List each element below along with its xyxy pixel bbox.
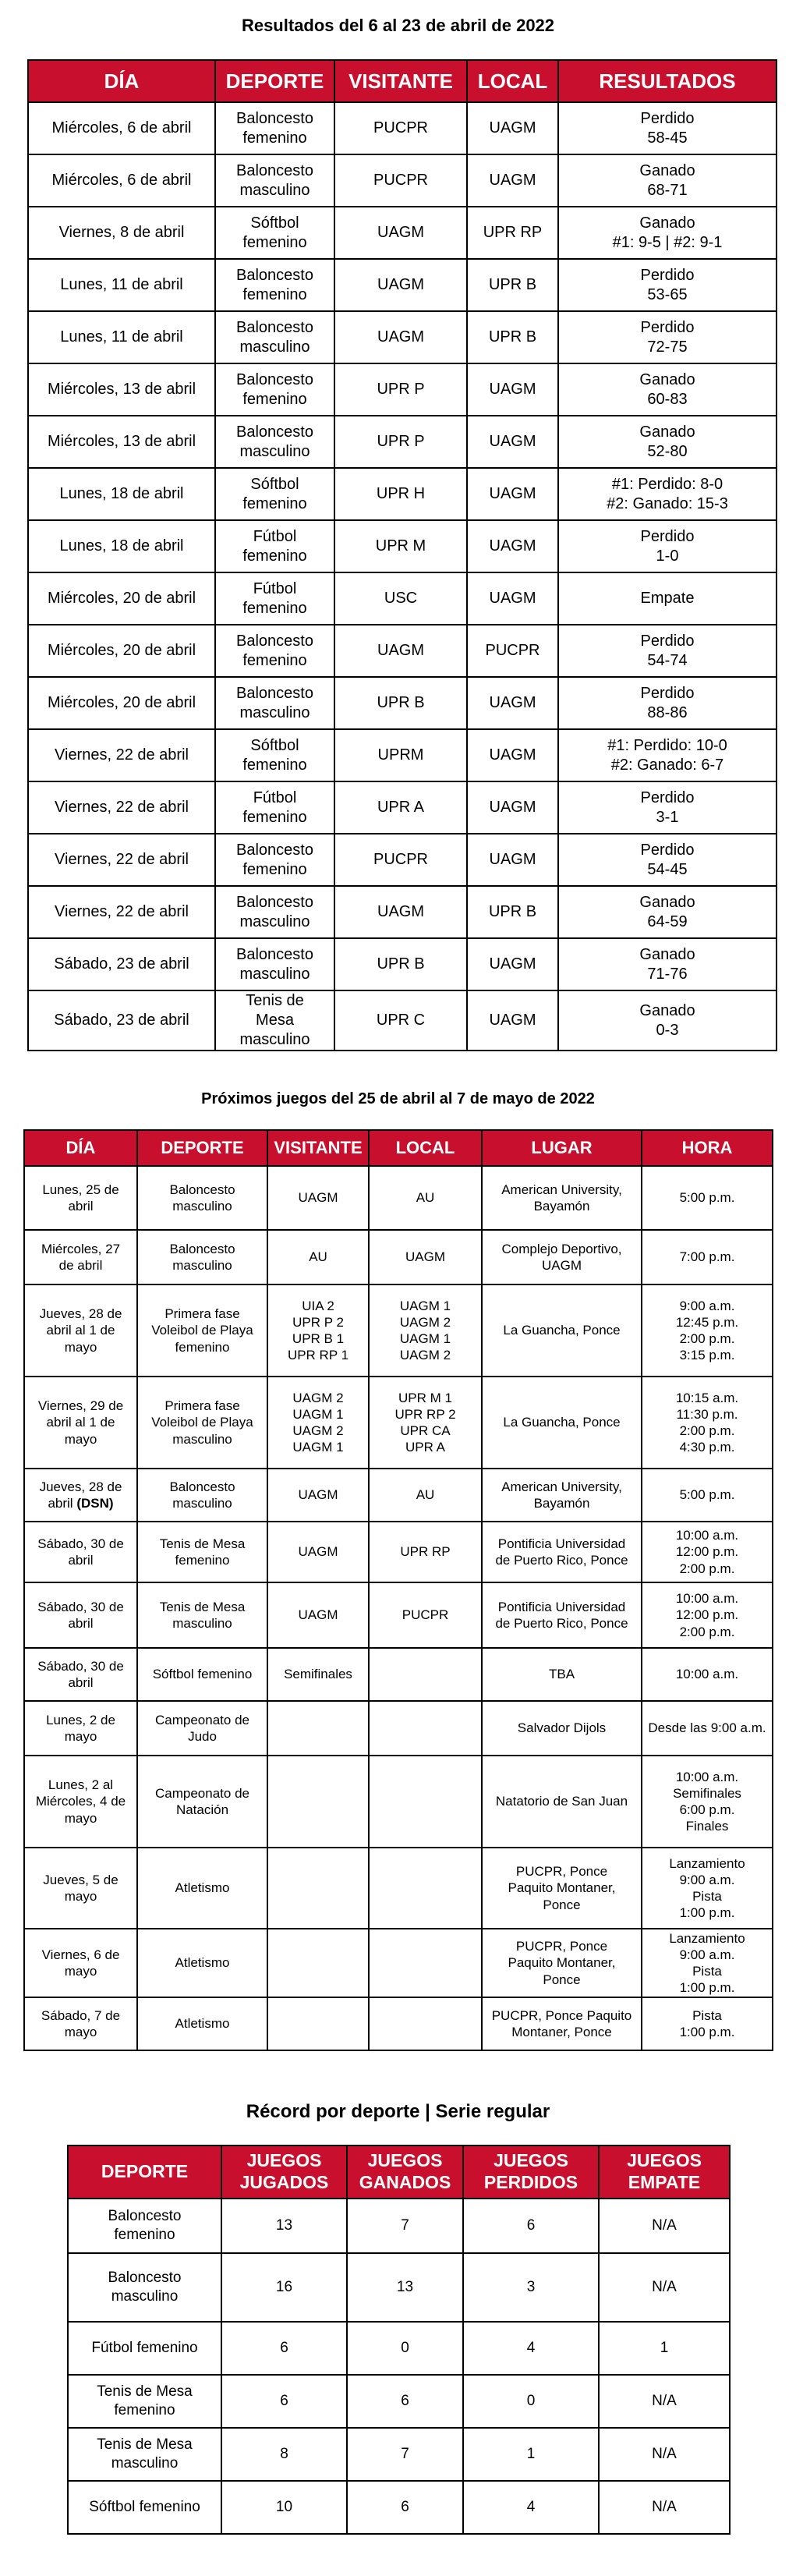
table-row xyxy=(28,938,777,990)
upcoming-cell-hora: 10:00 a.m. 12:00 p.m. 2:00 p.m. xyxy=(642,1582,773,1648)
results-cell-dia: Miércoles, 20 de abril xyxy=(28,572,215,625)
upcoming-cell-lugar: Complejo Deportivo, UAGM xyxy=(482,1230,642,1284)
upcoming-cell-visitante xyxy=(267,1756,369,1848)
results-cell-resultados: Ganado #1: 9-5 | #2: 9-1 xyxy=(558,207,777,259)
results-cell-deporte: Tenis de Mesa masculino xyxy=(215,990,334,1051)
upcoming-cell-local xyxy=(369,1756,482,1848)
table-row xyxy=(24,1469,773,1522)
upcoming-cell-dia: Viernes, 29 de abril al 1 de mayo xyxy=(24,1377,137,1469)
table-row xyxy=(28,154,777,207)
upcoming-cell-dia: Miércoles, 27 de abril xyxy=(24,1230,137,1284)
results-cell-deporte: Baloncesto femenino xyxy=(215,625,334,677)
upcoming-cell-local xyxy=(369,1848,482,1929)
upcoming-cell-deporte: Baloncesto masculino xyxy=(137,1166,267,1230)
results-cell-deporte: Sóftbol femenino xyxy=(215,729,334,781)
table-row xyxy=(24,1997,773,2050)
results-cell-resultados: Perdido 3-1 xyxy=(558,781,777,834)
upcoming-cell-local: UAGM xyxy=(369,1230,482,1284)
upcoming-cell-dia: Lunes, 25 de abril xyxy=(24,1166,137,1230)
results-cell-dia: Miércoles, 20 de abril xyxy=(28,625,215,677)
results-cell-visitante: UAGM xyxy=(334,311,467,363)
results-cell-dia: Sábado, 23 de abril xyxy=(28,990,215,1051)
upcoming-cell-dia: Sábado, 30 de abril xyxy=(24,1648,137,1701)
table-row xyxy=(68,2428,730,2481)
upcoming-cell-dia: Viernes, 6 de mayo xyxy=(24,1929,137,1997)
results-cell-deporte: Fútbol femenino xyxy=(215,781,334,834)
table-row xyxy=(28,834,777,886)
record-cell-perdidos: 1 xyxy=(463,2428,599,2481)
results-cell-local: UPR B xyxy=(467,311,558,363)
upcoming-cell-deporte: Campeonato de Natación xyxy=(137,1756,267,1848)
upcoming-cell-local: AU xyxy=(369,1469,482,1522)
upcoming-cell-dia: Lunes, 2 de mayo xyxy=(24,1701,137,1756)
results-cell-visitante: UPR M xyxy=(334,520,467,572)
record-cell-jugados: 10 xyxy=(221,2481,347,2534)
results-cell-dia: Lunes, 11 de abril xyxy=(28,259,215,311)
record-header-row xyxy=(68,2145,730,2199)
upcoming-cell-visitante: UAGM xyxy=(267,1582,369,1648)
upcoming-cell-local: PUCPR xyxy=(369,1582,482,1648)
results-cell-visitante: UPR A xyxy=(334,781,467,834)
record-cell-empate: N/A xyxy=(599,2481,730,2534)
record-cell-ganados: 6 xyxy=(347,2481,463,2534)
results-cell-local: UAGM xyxy=(467,468,558,520)
results-cell-dia: Miércoles, 13 de abril xyxy=(28,416,215,468)
upcoming-cell-hora: 10:00 a.m. xyxy=(642,1648,773,1701)
upcoming-header-local: LOCAL xyxy=(369,1130,482,1166)
upcoming-cell-deporte: Primera fase Voleibol de Playa femenino xyxy=(137,1284,267,1377)
table-row xyxy=(68,2199,730,2253)
results-cell-local: UAGM xyxy=(467,781,558,834)
results-cell-local: UAGM xyxy=(467,729,558,781)
upcoming-cell-dia: Jueves, 5 de mayo xyxy=(24,1848,137,1929)
upcoming-cell-hora: 10:15 a.m. 11:30 p.m. 2:00 p.m. 4:30 p.m. xyxy=(642,1377,773,1469)
upcoming-cell-deporte: Primera fase Voleibol de Playa masculino xyxy=(137,1377,267,1469)
results-cell-dia: Lunes, 11 de abril xyxy=(28,311,215,363)
upcoming-header-hora: HORA xyxy=(642,1130,773,1166)
table-row xyxy=(24,1701,773,1756)
results-cell-dia: Viernes, 22 de abril xyxy=(28,886,215,938)
results-cell-deporte: Sóftbol femenino xyxy=(215,468,334,520)
table-row xyxy=(24,1230,773,1284)
upcoming-cell-local xyxy=(369,1929,482,1997)
record-header-empate: JUEGOS EMPATE xyxy=(599,2145,730,2199)
table-row xyxy=(28,677,777,729)
upcoming-cell-dia: Sábado, 7 de mayo xyxy=(24,1997,137,2050)
results-cell-deporte: Fútbol femenino xyxy=(215,572,334,625)
table-row xyxy=(28,625,777,677)
results-cell-dia: Miércoles, 6 de abril xyxy=(28,102,215,154)
record-cell-empate: N/A xyxy=(599,2428,730,2481)
upcoming-cell-lugar: American University, Bayamón xyxy=(482,1469,642,1522)
upcoming-cell-dia: Jueves, 28 de abril al 1 de mayo xyxy=(24,1284,137,1377)
results-title: Resultados del 6 al 23 de abril de 2022 xyxy=(241,16,555,35)
upcoming-cell-visitante xyxy=(267,1848,369,1929)
table-row xyxy=(68,2481,730,2534)
table-row xyxy=(28,416,777,468)
upcoming-cell-lugar: PUCPR, Ponce Paquito Montaner, Ponce xyxy=(482,1997,642,2050)
results-cell-resultados: Ganado 0-3 xyxy=(558,990,777,1051)
upcoming-cell-visitante xyxy=(267,1701,369,1756)
results-header-dia: DÍA xyxy=(28,60,215,102)
results-cell-resultados: Ganado 71-76 xyxy=(558,938,777,990)
results-cell-local: UAGM xyxy=(467,416,558,468)
results-cell-dia: Viernes, 22 de abril xyxy=(28,729,215,781)
results-cell-dia: Lunes, 18 de abril xyxy=(28,468,215,520)
record-header-jugados: JUEGOS JUGADOS xyxy=(221,2145,347,2199)
results-cell-local: UPR B xyxy=(467,259,558,311)
table-row xyxy=(28,990,777,1051)
record-cell-empate: 1 xyxy=(599,2322,730,2375)
results-header-row xyxy=(28,60,777,102)
table-row xyxy=(24,1929,773,1997)
upcoming-cell-visitante xyxy=(267,1929,369,1997)
upcoming-cell-visitante: AU xyxy=(267,1230,369,1284)
upcoming-cell-local: UPR M 1 UPR RP 2 UPR CA UPR A xyxy=(369,1377,482,1469)
table-row xyxy=(24,1377,773,1469)
upcoming-cell-dia: Sábado, 30 de abril xyxy=(24,1582,137,1648)
record-cell-jugados: 16 xyxy=(221,2253,347,2322)
table-row xyxy=(24,1648,773,1701)
upcoming-cell-hora: 9:00 a.m. 12:45 p.m. 2:00 p.m. 3:15 p.m. xyxy=(642,1284,773,1377)
results-cell-visitante: UPR B xyxy=(334,938,467,990)
results-cell-dia: Miércoles, 13 de abril xyxy=(28,363,215,416)
upcoming-cell-visitante: UAGM xyxy=(267,1166,369,1230)
results-cell-dia: Lunes, 18 de abril xyxy=(28,520,215,572)
record-cell-jugados: 8 xyxy=(221,2428,347,2481)
upcoming-cell-deporte: Atletismo xyxy=(137,1848,267,1929)
results-header-local: LOCAL xyxy=(467,60,558,102)
upcoming-cell-lugar: American University, Bayamón xyxy=(482,1166,642,1230)
results-cell-dia: Sábado, 23 de abril xyxy=(28,938,215,990)
results-table xyxy=(27,59,777,1051)
results-cell-dia: Miércoles, 20 de abril xyxy=(28,677,215,729)
upcoming-cell-deporte: Sóftbol femenino xyxy=(137,1648,267,1701)
results-cell-dia: Viernes, 22 de abril xyxy=(28,834,215,886)
record-cell-deporte: Tenis de Mesa masculino xyxy=(68,2428,221,2481)
upcoming-cell-hora: Desde las 9:00 a.m. xyxy=(642,1701,773,1756)
results-cell-deporte: Baloncesto masculino xyxy=(215,416,334,468)
results-cell-visitante: UPR C xyxy=(334,990,467,1051)
table-row xyxy=(28,363,777,416)
results-cell-resultados: Empate xyxy=(558,572,777,625)
record-cell-jugados: 6 xyxy=(221,2322,347,2375)
upcoming-cell-hora: Lanzamiento 9:00 a.m. Pista 1:00 p.m. xyxy=(642,1929,773,1997)
results-cell-deporte: Baloncesto masculino xyxy=(215,938,334,990)
results-cell-local: UAGM xyxy=(467,677,558,729)
results-cell-resultados: Perdido 58-45 xyxy=(558,102,777,154)
upcoming-cell-deporte: Baloncesto masculino xyxy=(137,1230,267,1284)
upcoming-cell-hora: 7:00 p.m. xyxy=(642,1230,773,1284)
results-header-visitante: VISITANTE xyxy=(334,60,467,102)
record-cell-ganados: 7 xyxy=(347,2428,463,2481)
results-cell-local: UAGM xyxy=(467,154,558,207)
results-cell-deporte: Baloncesto masculino xyxy=(215,154,334,207)
upcoming-cell-deporte: Baloncesto masculino xyxy=(137,1469,267,1522)
table-row xyxy=(28,259,777,311)
table-row xyxy=(28,572,777,625)
upcoming-cell-lugar: Natatorio de San Juan xyxy=(482,1756,642,1848)
upcoming-cell-dia: Jueves, 28 de abril (DSN) xyxy=(24,1469,137,1522)
results-cell-resultados: Perdido 72-75 xyxy=(558,311,777,363)
results-cell-visitante: PUCPR xyxy=(334,102,467,154)
results-cell-local: UAGM xyxy=(467,990,558,1051)
upcoming-cell-visitante: UIA 2 UPR P 2 UPR B 1 UPR RP 1 xyxy=(267,1284,369,1377)
table-row xyxy=(28,781,777,834)
results-cell-resultados: Perdido 54-45 xyxy=(558,834,777,886)
upcoming-cell-deporte: Tenis de Mesa masculino xyxy=(137,1582,267,1648)
record-cell-deporte: Fútbol femenino xyxy=(68,2322,221,2375)
results-cell-visitante: UAGM xyxy=(334,207,467,259)
upcoming-cell-deporte: Tenis de Mesa femenino xyxy=(137,1522,267,1582)
record-cell-empate: N/A xyxy=(599,2375,730,2428)
results-cell-visitante: UAGM xyxy=(334,625,467,677)
results-header-resultados: RESULTADOS xyxy=(558,60,777,102)
results-cell-dia: Viernes, 8 de abril xyxy=(28,207,215,259)
upcoming-cell-lugar: La Guancha, Ponce xyxy=(482,1284,642,1377)
results-header-deporte: DEPORTE xyxy=(215,60,334,102)
table-row xyxy=(28,102,777,154)
upcoming-header-deporte: DEPORTE xyxy=(137,1130,267,1166)
results-cell-local: UPR B xyxy=(467,886,558,938)
record-header-ganados: JUEGOS GANADOS xyxy=(347,2145,463,2199)
results-cell-resultados: #1: Perdido: 10-0 #2: Ganado: 6-7 xyxy=(558,729,777,781)
results-cell-local: UPR RP xyxy=(467,207,558,259)
results-cell-resultados: Perdido 88-86 xyxy=(558,677,777,729)
results-cell-deporte: Baloncesto femenino xyxy=(215,102,334,154)
upcoming-header-lugar: LUGAR xyxy=(482,1130,642,1166)
results-cell-local: UAGM xyxy=(467,834,558,886)
results-cell-visitante: UPR B xyxy=(334,677,467,729)
upcoming-cell-deporte: Campeonato de Judo xyxy=(137,1701,267,1756)
results-cell-deporte: Baloncesto femenino xyxy=(215,363,334,416)
dsn-label: (DSN) xyxy=(76,1496,114,1511)
record-table xyxy=(67,2145,731,2535)
record-cell-perdidos: 4 xyxy=(463,2322,599,2375)
upcoming-cell-hora: 5:00 p.m. xyxy=(642,1166,773,1230)
upcoming-cell-deporte: Atletismo xyxy=(137,1929,267,1997)
results-cell-local: UAGM xyxy=(467,572,558,625)
upcoming-cell-hora: 10:00 a.m. 12:00 p.m. 2:00 p.m. xyxy=(642,1522,773,1582)
upcoming-cell-lugar: La Guancha, Ponce xyxy=(482,1377,642,1469)
table-row xyxy=(68,2253,730,2322)
table-row xyxy=(28,468,777,520)
upcoming-cell-lugar: TBA xyxy=(482,1648,642,1701)
record-cell-ganados: 0 xyxy=(347,2322,463,2375)
table-row xyxy=(24,1582,773,1648)
record-cell-deporte: Baloncesto masculino xyxy=(68,2253,221,2322)
table-row xyxy=(28,729,777,781)
upcoming-title: Próximos juegos del 25 de abril al 7 de mayo de 2022 xyxy=(201,1090,595,1107)
results-cell-local: UAGM xyxy=(467,938,558,990)
results-cell-deporte: Sóftbol femenino xyxy=(215,207,334,259)
upcoming-cell-lugar: PUCPR, Ponce Paquito Montaner, Ponce xyxy=(482,1929,642,1997)
upcoming-cell-visitante: UAGM 2 UAGM 1 UAGM 2 UAGM 1 xyxy=(267,1377,369,1469)
record-cell-jugados: 13 xyxy=(221,2199,347,2253)
results-cell-resultados: Ganado 68-71 xyxy=(558,154,777,207)
upcoming-header-visitante: VISITANTE xyxy=(267,1130,369,1166)
record-title: Récord por deporte | Serie regular xyxy=(246,2101,550,2122)
record-cell-perdidos: 0 xyxy=(463,2375,599,2428)
upcoming-cell-dia: Lunes, 2 al Miércoles, 4 de mayo xyxy=(24,1756,137,1848)
results-cell-deporte: Fútbol femenino xyxy=(215,520,334,572)
upcoming-cell-visitante: UAGM xyxy=(267,1469,369,1522)
results-cell-resultados: Ganado 64-59 xyxy=(558,886,777,938)
table-row xyxy=(28,311,777,363)
table-row xyxy=(28,886,777,938)
table-row xyxy=(24,1756,773,1848)
upcoming-cell-hora: Pista 1:00 p.m. xyxy=(642,1997,773,2050)
record-cell-perdidos: 6 xyxy=(463,2199,599,2253)
table-row xyxy=(24,1166,773,1230)
upcoming-cell-visitante: UAGM xyxy=(267,1522,369,1582)
table-row xyxy=(24,1522,773,1582)
results-cell-dia: Viernes, 22 de abril xyxy=(28,781,215,834)
upcoming-cell-local xyxy=(369,1648,482,1701)
results-cell-resultados: Ganado 52-80 xyxy=(558,416,777,468)
record-cell-ganados: 6 xyxy=(347,2375,463,2428)
results-cell-resultados: Perdido 53-65 xyxy=(558,259,777,311)
upcoming-cell-lugar: Pontificia Universidad de Puerto Rico, Ponce xyxy=(482,1522,642,1582)
record-header-deporte: DEPORTE xyxy=(68,2145,221,2199)
results-cell-deporte: Baloncesto masculino xyxy=(215,311,334,363)
record-cell-ganados: 13 xyxy=(347,2253,463,2322)
record-cell-jugados: 6 xyxy=(221,2375,347,2428)
upcoming-cell-dia: Sábado, 30 de abril xyxy=(24,1522,137,1582)
results-cell-visitante: UPR P xyxy=(334,416,467,468)
results-cell-dia: Miércoles, 6 de abril xyxy=(28,154,215,207)
record-cell-perdidos: 3 xyxy=(463,2253,599,2322)
results-cell-visitante: UPRM xyxy=(334,729,467,781)
upcoming-cell-hora: Lanzamiento 9:00 a.m. Pista 1:00 p.m. xyxy=(642,1848,773,1929)
results-cell-local: UAGM xyxy=(467,520,558,572)
upcoming-cell-visitante: Semifinales xyxy=(267,1648,369,1701)
upcoming-cell-local: UAGM 1 UAGM 2 UAGM 1 UAGM 2 xyxy=(369,1284,482,1377)
results-cell-visitante: PUCPR xyxy=(334,834,467,886)
upcoming-cell-lugar: PUCPR, Ponce Paquito Montaner, Ponce xyxy=(482,1848,642,1929)
record-cell-deporte: Baloncesto femenino xyxy=(68,2199,221,2253)
table-row xyxy=(68,2375,730,2428)
table-row xyxy=(28,520,777,572)
results-cell-local: UAGM xyxy=(467,102,558,154)
record-cell-deporte: Tenis de Mesa femenino xyxy=(68,2375,221,2428)
table-row xyxy=(24,1848,773,1929)
results-cell-deporte: Baloncesto femenino xyxy=(215,259,334,311)
upcoming-cell-lugar: Pontificia Universidad de Puerto Rico, Ponce xyxy=(482,1582,642,1648)
results-cell-deporte: Baloncesto femenino xyxy=(215,834,334,886)
record-cell-empate: N/A xyxy=(599,2253,730,2322)
results-cell-local: UAGM xyxy=(467,363,558,416)
upcoming-cell-lugar: Salvador Dijols xyxy=(482,1701,642,1756)
upcoming-cell-local xyxy=(369,1701,482,1756)
results-cell-deporte: Baloncesto masculino xyxy=(215,677,334,729)
results-cell-resultados: #1: Perdido: 8-0 #2: Ganado: 15-3 xyxy=(558,468,777,520)
record-cell-perdidos: 4 xyxy=(463,2481,599,2534)
upcoming-cell-hora: 5:00 p.m. xyxy=(642,1469,773,1522)
results-cell-visitante: UAGM xyxy=(334,886,467,938)
upcoming-cell-local xyxy=(369,1997,482,2050)
record-cell-empate: N/A xyxy=(599,2199,730,2253)
upcoming-cell-local: UPR RP xyxy=(369,1522,482,1582)
table-row xyxy=(24,1284,773,1377)
results-cell-visitante: UPR H xyxy=(334,468,467,520)
upcoming-table xyxy=(23,1129,773,2051)
upcoming-cell-visitante xyxy=(267,1997,369,2050)
record-cell-ganados: 7 xyxy=(347,2199,463,2253)
results-cell-visitante: PUCPR xyxy=(334,154,467,207)
upcoming-header-dia: DÍA xyxy=(24,1130,137,1166)
upcoming-cell-local: AU xyxy=(369,1166,482,1230)
upcoming-cell-deporte: Atletismo xyxy=(137,1997,267,2050)
table-row xyxy=(28,207,777,259)
results-cell-resultados: Perdido 1-0 xyxy=(558,520,777,572)
upcoming-cell-hora: 10:00 a.m. Semifinales 6:00 p.m. Finales xyxy=(642,1756,773,1848)
results-cell-visitante: UAGM xyxy=(334,259,467,311)
results-cell-resultados: Perdido 54-74 xyxy=(558,625,777,677)
results-cell-visitante: USC xyxy=(334,572,467,625)
upcoming-header-row xyxy=(24,1130,773,1166)
table-row xyxy=(68,2322,730,2375)
record-header-perdidos: JUEGOS PERDIDOS xyxy=(463,2145,599,2199)
results-cell-visitante: UPR P xyxy=(334,363,467,416)
results-cell-deporte: Baloncesto masculino xyxy=(215,886,334,938)
results-cell-resultados: Ganado 60-83 xyxy=(558,363,777,416)
results-cell-local: PUCPR xyxy=(467,625,558,677)
record-cell-deporte: Sóftbol femenino xyxy=(68,2481,221,2534)
